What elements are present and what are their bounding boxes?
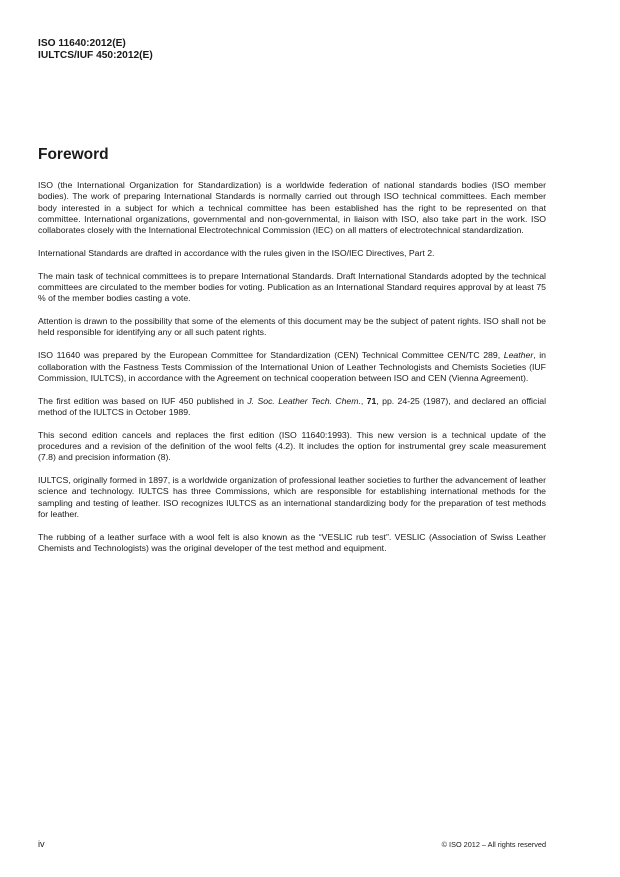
paragraph-patent-rights: Attention is drawn to the possibility that some of the elements of this document may be the subject of patent rights. ISO shall not be held responsible for identifying any or all such patent rights.	[38, 316, 546, 338]
page-number: iv	[38, 839, 45, 849]
paragraph-veslic: The rubbing of a leather surface with a wool felt is also known as the “VESLIC rub test”. VESLIC (Association of Swiss Leather Chemists and Technologists) was the original developer of the test method and equipment.	[38, 531, 546, 554]
paragraph-iultcs: IULTCS, originally formed in 1897, is a worldwide organization of professional leather societies to further the advancement of leather science and technology. IULTCS has three Commissions, which are responsible for establishing international methods for the sampling and testing of leather. ISO recognizes IULTCS as an international standardizing body for the preparation of test methods for leather.	[38, 475, 546, 520]
paragraph-preparation	[38, 350, 546, 384]
italic-leather: Leather	[503, 350, 534, 361]
document-header	[38, 38, 153, 61]
paragraph-second-edition: This second edition cancels and replaces the first edition (ISO 11640:1993). This new version is a technical update of the procedures and a revision of the definition of the wool felts (4.2). It includes the option for instrumental grey scale measurement (7.8) and precision information (8).	[38, 429, 546, 463]
paragraph-directives: International Standards are drafted in accordance with the rules given in the ISO/IEC Directives, Part 2.	[38, 247, 435, 258]
paragraph-iso-federation: ISO (the International Organization for Standardization) is a worldwide federation of national standards bodies (ISO member bodies). The work of preparing International Standards is normally carried out through ISO technical committees. Each member body interested in a subject for which a technical committee has been established has the right to be represented on that committee. International organizations, governmental and non-governmental, in liaison with ISO, also take part in the work. ISO collaborates closely with the International Electrotechnical Commission (IEC) on all matters of electrotechnical standardization.	[38, 180, 546, 236]
journal-title: J. Soc. Leather Tech. Chem.	[247, 395, 361, 406]
foreword-body	[38, 180, 546, 566]
text-segment: ISO 11640 was prepared by the European Committee for Standardization (CEN) Technical Committee CEN/TC 289,	[38, 350, 504, 361]
text-segment: , in collaboration with the Fastness Tests Commission of the International Union of Leather Technologists and Chemists Societies (IUF Commission, IULTCS), in accordance with the Agreement on technical cooperation between ISO and CEN (Vienna Agreement).	[38, 350, 547, 383]
paragraph-first-edition	[38, 396, 546, 419]
text-segment: , pp. 24-25 (1987), and declared an official method of the IULTCS in October 1989.	[38, 395, 547, 417]
text-segment: The first edition was based on IUF 450 published in	[38, 395, 248, 406]
paragraph-technical-committees: The main task of technical committees is to prepare International Standards. Draft International Standards adopted by the technical committees are circulated to the member bodies for voting. Publication as an International Standard requires approval by at least 75 % of the member bodies casting a vote.	[38, 270, 546, 304]
copyright-notice: © ISO 2012 – All rights reserved	[441, 840, 546, 849]
text-segment: ,	[360, 395, 367, 406]
standard-number: ISO 11640:2012(E)	[38, 38, 126, 49]
journal-volume: 71	[366, 395, 377, 406]
page-title: Foreword	[38, 146, 109, 163]
standard-number-iultcs: IULTCS/IUF 450:2012(E)	[38, 49, 153, 61]
